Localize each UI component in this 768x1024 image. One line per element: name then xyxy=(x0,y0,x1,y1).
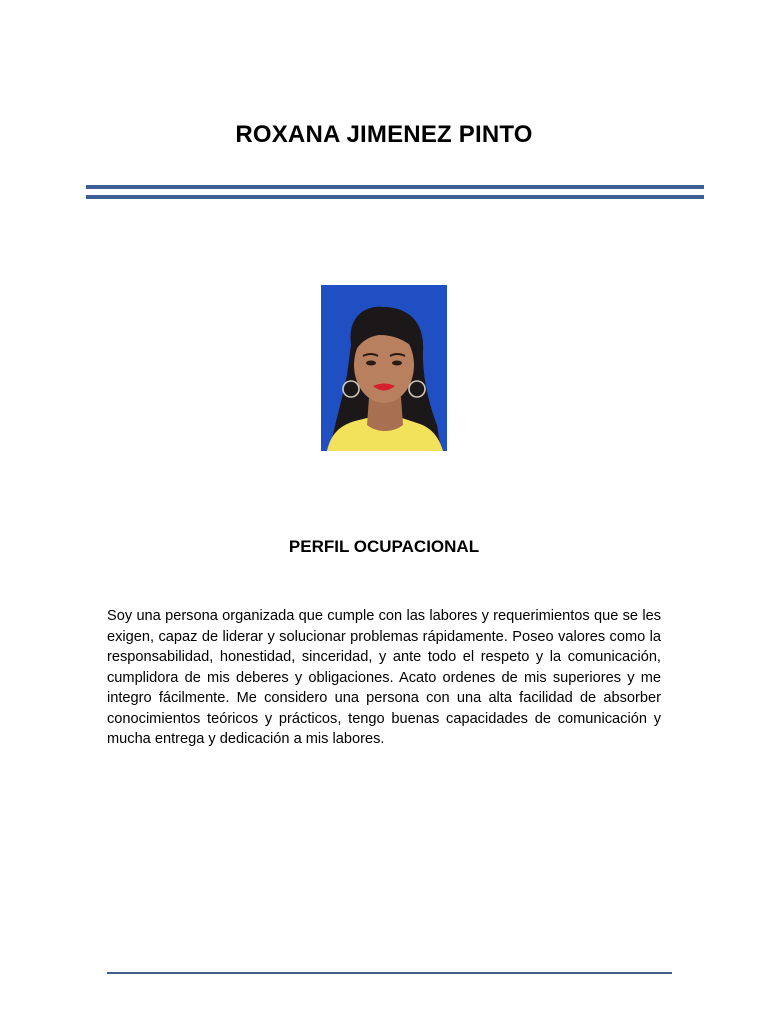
header-divider-top xyxy=(86,185,704,189)
photo-eye-left xyxy=(366,361,376,366)
photo-eye-right xyxy=(392,361,402,366)
profile-photo xyxy=(321,285,447,451)
section-heading-perfil: PERFIL OCUPACIONAL xyxy=(288,537,480,556)
profile-paragraph: Soy una persona organizada que cumple con las labores y requerimientos que se les exigen, capaz de liderar y solucionar problemas rápidamente. Poseo valores como la responsabilidad, honestidad, sinceridad, y ante todo el respeto y la comunicación, cumplidora de mis deberes y obligaciones. Acato ordenes de mis superiores y me integro fácilmente. Me considero una persona con una alta facilidad de absorber conocimientos teóricos y prácticos, tengo buenas capacidades de comunicación y mucha entrega y dedicación a mis labores. xyxy=(107,608,661,747)
page-title: ROXANA JIMENEZ PINTO xyxy=(235,121,533,148)
footer-divider xyxy=(107,972,672,974)
header-divider-bottom xyxy=(86,195,704,199)
